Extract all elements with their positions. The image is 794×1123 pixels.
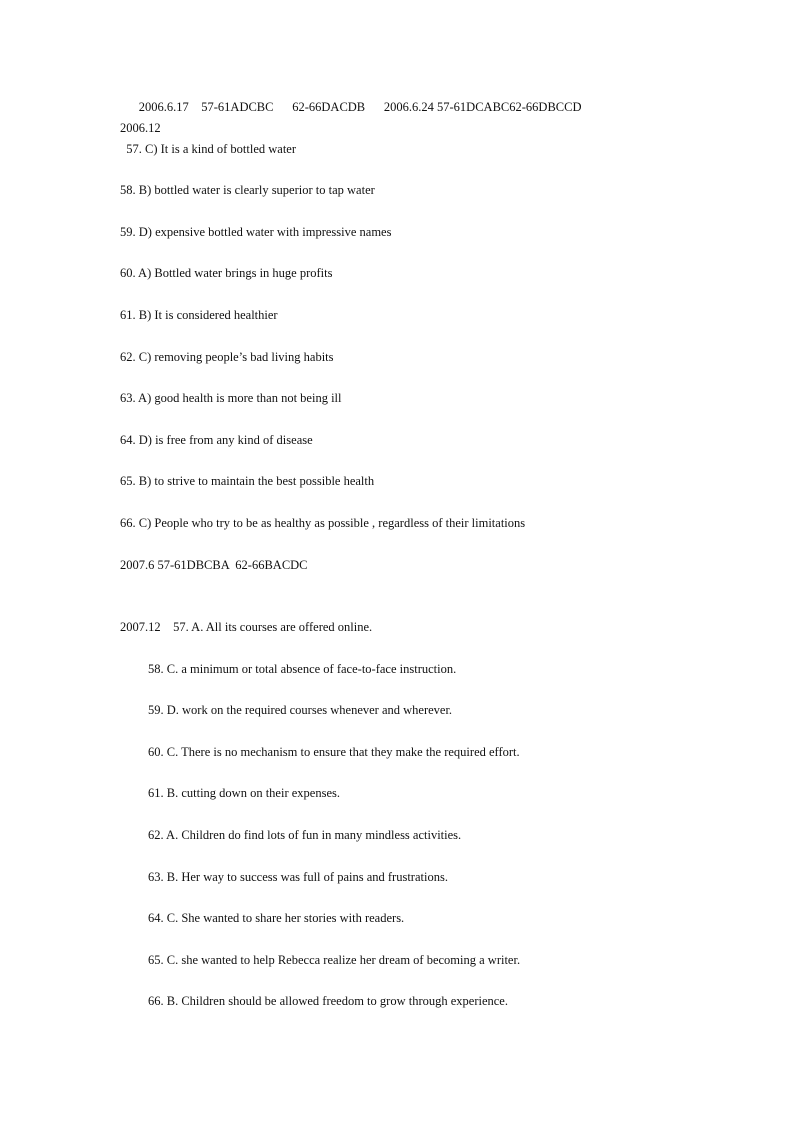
answer-line: 60. A) Bottled water brings in huge profits [120, 266, 333, 280]
header-line: 2006.6.17 57-61ADCBC 62-66DACDB 2006.6.24 57-61DCABC62-66DBCCD [120, 100, 582, 114]
answer-line: 65. C. she wanted to help Rebecca realize her dream of becoming a writer. [148, 953, 521, 967]
answer-line: 60. C. There is no mechanism to ensure that they make the required effort. [148, 745, 520, 759]
answer-line: 57. C) It is a kind of bottled water [120, 142, 297, 156]
answer-line: 63. B. Her way to success was full of pains and frustrations. [148, 870, 448, 884]
answer-key-line: 2007.6 57-61DBCBA 62-66BACDC [120, 558, 308, 572]
answer-line: 66. B. Children should be allowed freedom to grow through experience. [148, 994, 508, 1008]
answer-line: 64. D) is free from any kind of disease [120, 433, 313, 447]
answer-line: 63. A) good health is more than not being ill [120, 391, 342, 405]
answer-line: 59. D. work on the required courses whenever and wherever. [148, 703, 453, 717]
year-label: 2006.12 [120, 121, 161, 135]
answer-line: 2007.12 57. A. All its courses are offered online. [120, 620, 373, 634]
answer-line: 59. D) expensive bottled water with impressive names [120, 225, 392, 239]
answer-line: 64. C. She wanted to share her stories with readers. [148, 911, 405, 925]
answer-line: 61. B) It is considered healthier [120, 308, 278, 322]
answer-line: 66. C) People who try to be as healthy as possible , regardless of their limitations [120, 516, 526, 530]
answer-line: 62. C) removing people’s bad living habits [120, 350, 334, 364]
answer-line: 58. C. a minimum or total absence of face-to-face instruction. [148, 662, 457, 676]
answer-line: 62. A. Children do find lots of fun in many mindless activities. [148, 828, 462, 842]
answer-line: 65. B) to strive to maintain the best possible health [120, 474, 375, 488]
answer-line: 61. B. cutting down on their expenses. [148, 786, 340, 800]
answer-line: 58. B) bottled water is clearly superior to tap water [120, 183, 375, 197]
